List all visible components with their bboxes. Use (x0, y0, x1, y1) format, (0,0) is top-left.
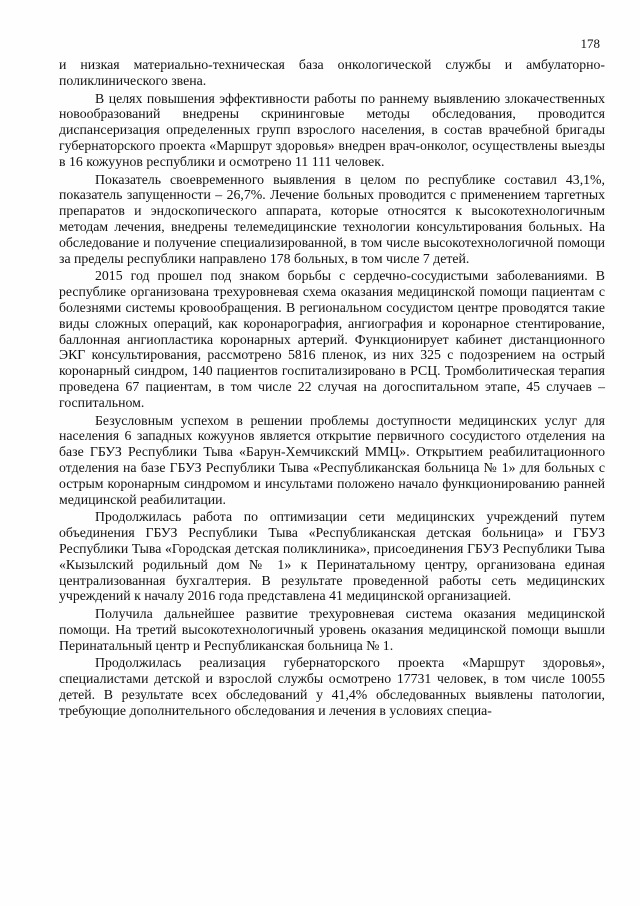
paragraph-6: Продолжилась работа по оптимизации сети медицинских учреждений путем объединения ГБУЗ Республики Тыва «Республиканская детская больница» и ГБУЗ Республики Тыва «Городская детская поликлиника», присоединения ГБУЗ Республики Тыва «Кызылский родильный дом № 1» к Перинатальному центру, организована единая централизованная бухгалтерия. В результате проведенной работы сеть медицинских учреждений к началу 2016 года представлена 41 медицинской организацией. (59, 509, 605, 604)
paragraph-5: Безусловным успехом в решении проблемы доступности медицинских услуг для населения 6 западных кожуунов является открытие первичного сосудистого отделения на базе ГБУЗ Республики Тыва «Барун-Хемчикский ММЦ». Открытием реабилитационного отделения на базе ГБУЗ Республики Тыва «Республиканская больница № 1» для больных с острым коронарным синдромом и инсультами положено начало функционированию ранней медицинской реабилитации. (59, 412, 605, 507)
paragraph-7: Получила дальнейшее развитие трехуровневая система оказания медицинской помощи. На третий высокотехнологичный уровень оказания медицинской помощи вышли Перинатальный центр и Республиканская больница № 1. (59, 606, 605, 653)
paragraph-4: 2015 год прошел под знаком борьбы с сердечно-сосудистыми заболеваниями. В республике организована трехуровневая схема оказания медицинской помощи пациентам с болезнями системы кровообращения. В региональном сосудистом центре проводятся такие виды сложных операций, как коронарография, ангиография и коронарное стентирование, баллонная ангиопластика коронарных артерий. Функционирует кабинет дистанционного ЭКГ консультирования, рассмотрено 5816 пленок, из них 325 с подозрением на острый коронарный синдром, 140 пациентов госпитализировано в РСЦ. Тромболитическая терапия проведена 67 пациентам, в том числе 22 случая на догоспитальном этапе, 45 случаев – госпитальном. (59, 268, 605, 410)
page-number: 178 (580, 36, 600, 51)
paragraph-1: и низкая материально-техническая база онкологической службы и амбулаторно-поликлинического звена. (59, 57, 605, 88)
body-text (59, 57, 605, 719)
paragraph-8: Продолжилась реализация губернаторского проекта «Маршрут здоровья», специалистами детской и взрослой службы осмотрено 17731 человек, в том числе 10055 детей. В результате всех обследований у 41,4% обследованных выявлены патологии, требующие дополнительного обследования и лечения в условиях специа- (59, 655, 605, 718)
paragraph-3: Показатель своевременного выявления в целом по республике составил 43,1%, показатель запущенности – 26,7%. Лечение больных проводится с применением таргетных препаратов и эндоскопического аппарата, которые относятся к высокотехнологичным методам лечения, внедрены телемедицинские технологии консультирования больных. На обследование и получение специализированной, в том числе высокотехнологичной помощи за пределы республики направлено 178 больных, в том числе 7 детей. (59, 171, 605, 266)
paragraph-2: В целях повышения эффективности работы по раннему выявлению злокачественных новообразований внедрены скрининговые методы обследования, проводится диспансеризация определенных групп взрослого населения, в состав врачебной бригады губернаторского проекта «Маршрут здоровья» внедрен врач-онколог, осуществлены выезды в 16 кожуунов республики и осмотрено 11 111 человек. (59, 90, 605, 169)
